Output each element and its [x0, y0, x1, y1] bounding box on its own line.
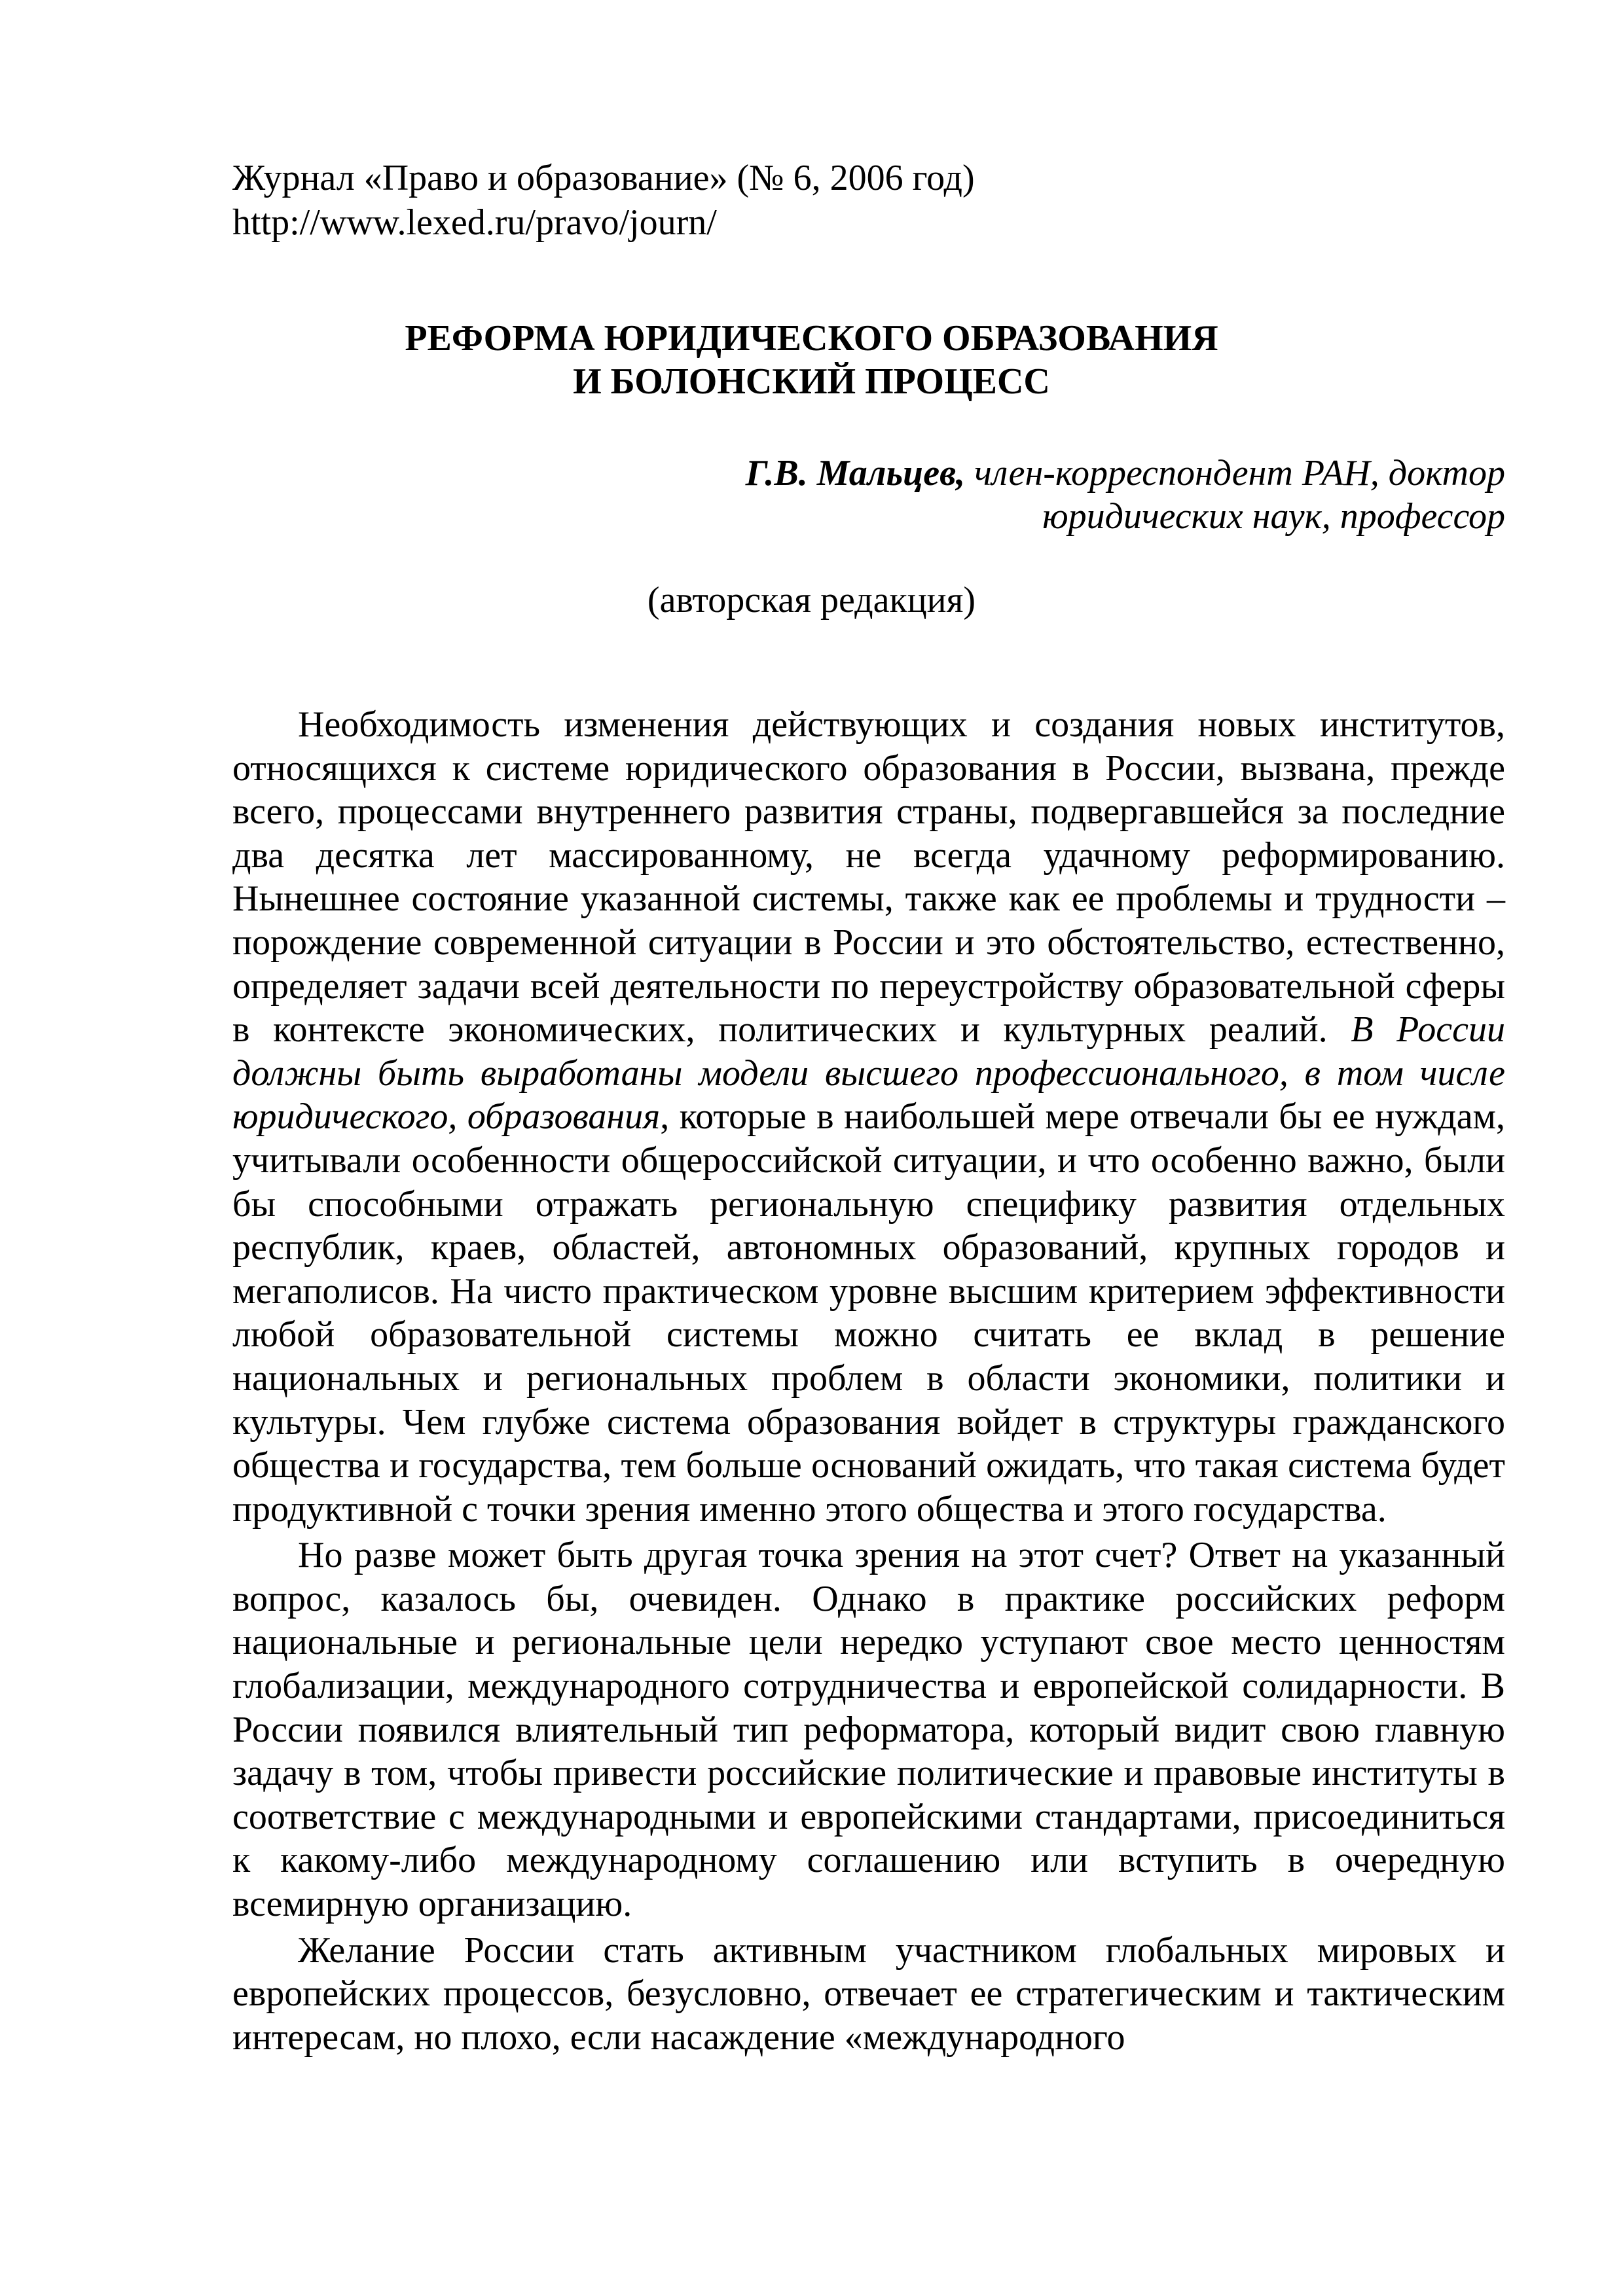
author-position-1: член-корреспондент РАН, доктор [965, 453, 1505, 493]
article-body [232, 703, 1505, 2059]
author-line-1 [746, 452, 1505, 495]
author-position-2: юридических наук, профессор [1042, 496, 1505, 537]
title-line-1: РЕФОРМА ЮРИДИЧЕСКОГО ОБРАЗОВАНИЯ [405, 318, 1218, 359]
author-name: Г.В. Мальцев, [745, 453, 966, 493]
paragraph-2: Но разве может быть другая точка зрения на этот счет? Ответ на указанный вопрос, казалось бы, очевиден. Однако в практике российских реформ национальные и региональные цели нередко уступают свое место ценностям глобализации, международного сотрудничества и европейской солидарности. В России появился влиятельный тип реформатора, который видит свою главную задачу в том, чтобы привести российские политические и правовые институты в соответствие с международными и европейскими стандартами, присоединиться к какому-либо международному соглашению или вступить в очередную всемирную организацию. [232, 1535, 1505, 1925]
author-block [746, 452, 1505, 538]
article-title [0, 317, 1623, 403]
paragraph-1-start: Необходимость изменения действующих и создания новых институтов, относящихся к системе юридического образования в России, вызвана, прежде всего, процессами внутреннего развития страны, подвергавшейся за последние два десятка лет массированному, не всегда удачному реформированию. Нынешнее состояние указанной системы, также как ее проблемы и трудности – порождение современной ситуации в России и это обстоятельство, естественно, определяет задачи всей деятельности по переустройству образовательной сферы в контексте экономических, политических и культурных реалий. [232, 704, 1505, 1050]
paragraph-1 [232, 703, 1505, 1531]
paragraph-1-emphasis: В России должны быть выработаны модели высшего профессионального, в том числе юридического, образования [232, 1009, 1505, 1138]
journal-header [232, 156, 975, 245]
journal-citation: Журнал «Право и образование» (№ 6, 2006 год) [232, 158, 975, 198]
edition-note: (авторская редакция) [647, 580, 976, 620]
journal-url: http://www.lexed.ru/pravo/journ/ [232, 202, 717, 243]
paragraph-3: Желание России стать активным участником глобальных мировых и европейских процессов, безусловно, отвечает ее стратегическим и тактическим интересам, но плохо, если насаждение «международного [232, 1929, 1505, 2058]
title-line-2: И БОЛОНСКИЙ ПРОЦЕСС [573, 361, 1050, 402]
paragraph-1-end: , которые в наибольшей мере отвечали бы ее нуждам, учитывали особенности общероссийской ситуации, и что особенно важно, были бы способными отражать региональную специфику развития отдельных республик, краев, областей, автономных образований, крупных городов и мегаполисов. На чисто практическом уровне высшим критерием эффективности любой образовательной системы можно считать ее вклад в решение национальных и региональных проблем в области экономики, политики и культуры. Чем глубже система образования войдет в структуры гражданского общества и государства, тем больше оснований ожидать, что такая система будет продуктивной с точки зрения именно этого общества и этого государства. [232, 1096, 1505, 1530]
